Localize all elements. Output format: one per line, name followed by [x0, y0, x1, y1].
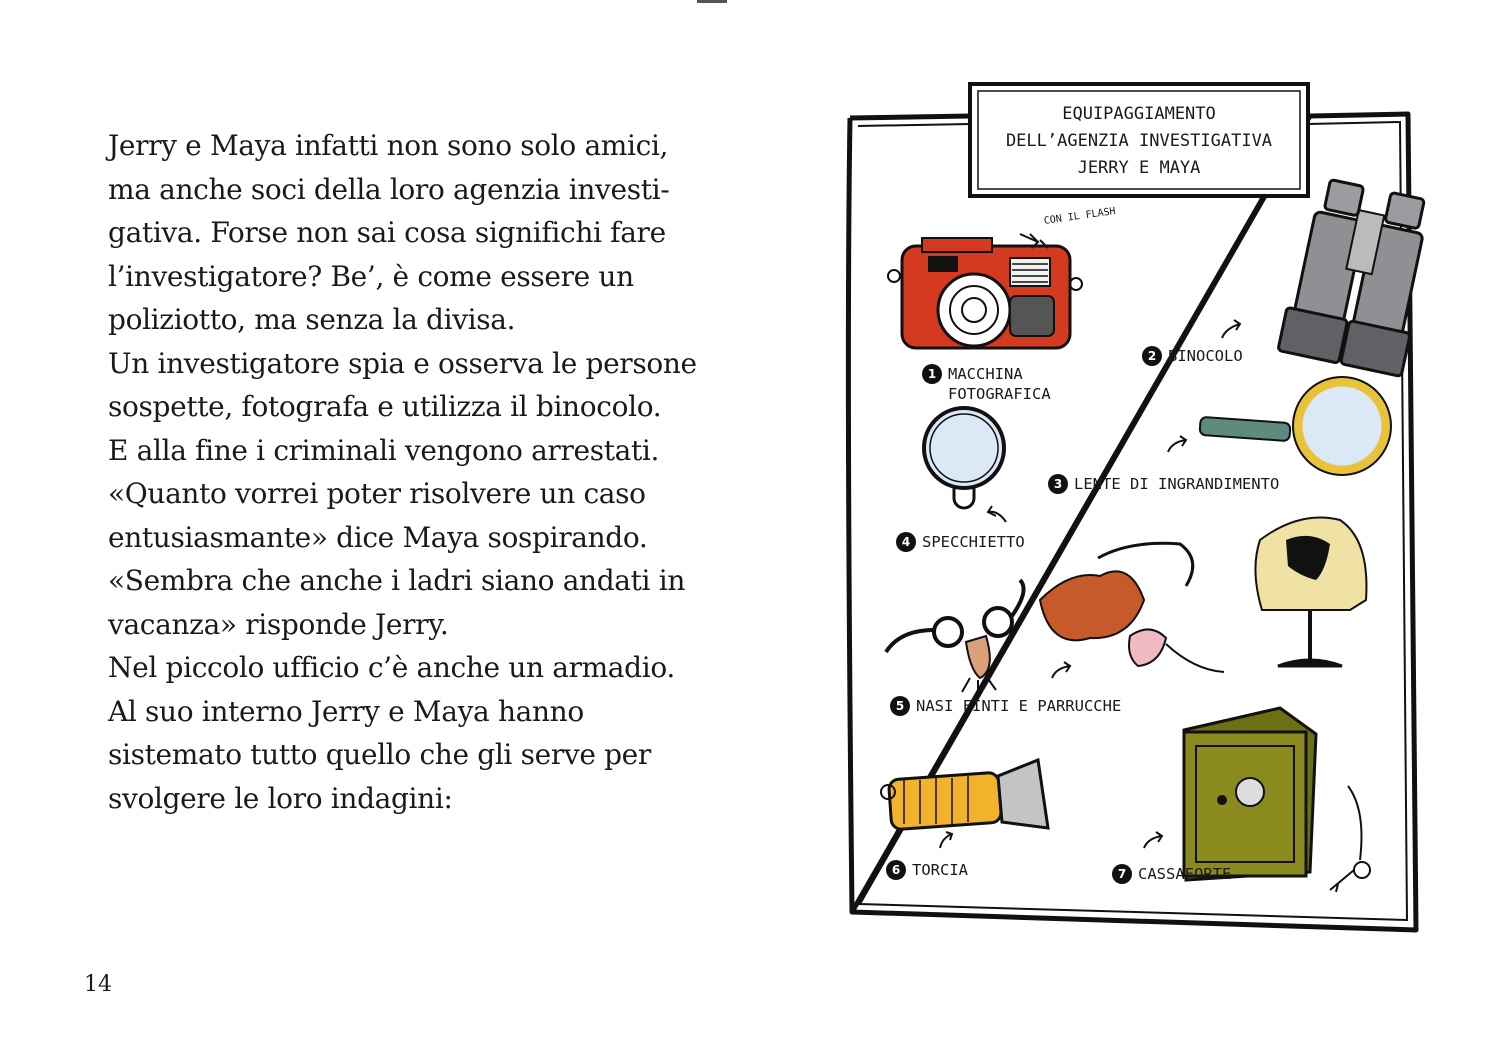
hand-mirror-icon	[924, 408, 1004, 508]
item-number-badge: 3	[1048, 474, 1068, 494]
item-label-line: FOTOGRAFICA	[948, 385, 1051, 403]
item-number-badge: 2	[1142, 346, 1162, 366]
top-bookmark-mark	[697, 0, 727, 3]
binoculars-icon	[1278, 176, 1438, 376]
left-page-text	[108, 124, 697, 820]
text-line: entusiasmante» dice Maya sospirando.	[108, 520, 648, 554]
item-number-badge: 5	[890, 696, 910, 716]
title-line: DELL’AGENZIA INVESTIGATIVA	[1005, 130, 1273, 151]
item-label-camera	[922, 364, 1051, 404]
item-number-badge: 1	[922, 364, 942, 384]
illustration-title	[974, 86, 1304, 196]
text-line: Jerry e Maya infatti non sono solo amici,	[108, 129, 669, 162]
text-line: l’investigatore? Be’, è come essere un	[108, 259, 634, 293]
text-line: poliziotto, ma senza la divisa.	[108, 303, 516, 336]
item-label-text: TORCIA	[912, 861, 968, 879]
item-label-text: NASI FINTI E PARRUCCHE	[916, 697, 1122, 715]
fake-mustache-icon	[1040, 543, 1224, 672]
item-label-safe	[1112, 864, 1231, 884]
text-line: sistemato tutto quello che gli serve per	[108, 738, 651, 771]
page-number: 14	[84, 972, 112, 997]
title-line: JERRY E MAYA	[1077, 157, 1201, 178]
item-label-mirror	[896, 532, 1025, 552]
text-line: E alla fine i criminali vengono arrestati.	[108, 433, 660, 467]
illustration-drawing	[830, 70, 1450, 950]
text-line: Un investigatore spia e osserva le persone	[108, 346, 697, 380]
flashlight-icon	[881, 760, 1048, 830]
text-line: Nel piccolo ufficio c’è anche un armadio.	[108, 651, 675, 684]
item-label-text: SPECCHIETTO	[922, 533, 1025, 551]
wig-icon	[1255, 518, 1366, 667]
text-line: gativa. Forse non sai cosa significhi fare	[108, 216, 666, 249]
item-label-line: MACCHINA	[948, 365, 1023, 383]
text-line: Al suo interno Jerry e Maya hanno	[108, 694, 584, 728]
item-label-noses-wigs	[890, 696, 1121, 716]
title-line: EQUIPAGGIAMENTO	[1062, 103, 1216, 124]
text-line: «Sembra che anche i ladri siano andati in	[108, 564, 685, 597]
item-number-badge: 7	[1112, 864, 1132, 884]
fake-nose-glasses-icon	[886, 580, 1024, 696]
item-label-text: LENTE DI INGRANDIMENTO	[1074, 475, 1280, 493]
text-line: sospette, fotografa e utilizza il binocolo.	[108, 390, 662, 423]
item-label-binoculars	[1142, 346, 1243, 366]
text-line: «Quanto vorrei poter risolvere un caso	[108, 477, 646, 510]
magnifying-glass-icon	[1199, 377, 1391, 475]
item-label-text: CASSAFORTE	[1138, 865, 1232, 883]
item-label-text: BINOCOLO	[1168, 347, 1243, 365]
flash-note: CON IL FLASH	[1043, 205, 1117, 227]
frame-border-outer-left	[848, 118, 852, 912]
equipment-illustration	[830, 70, 1450, 950]
text-line: ma anche soci della loro agenzia investi-	[108, 172, 670, 206]
text-line: vacanza» risponde Jerry.	[108, 607, 449, 641]
item-label-flashlight	[886, 860, 968, 880]
item-label-magnifying-glass	[1048, 474, 1279, 494]
camera-icon	[888, 238, 1082, 348]
text-line: svolgere le loro indagini:	[108, 781, 453, 815]
item-number-badge: 6	[886, 860, 906, 880]
item-number-badge: 4	[896, 532, 916, 552]
